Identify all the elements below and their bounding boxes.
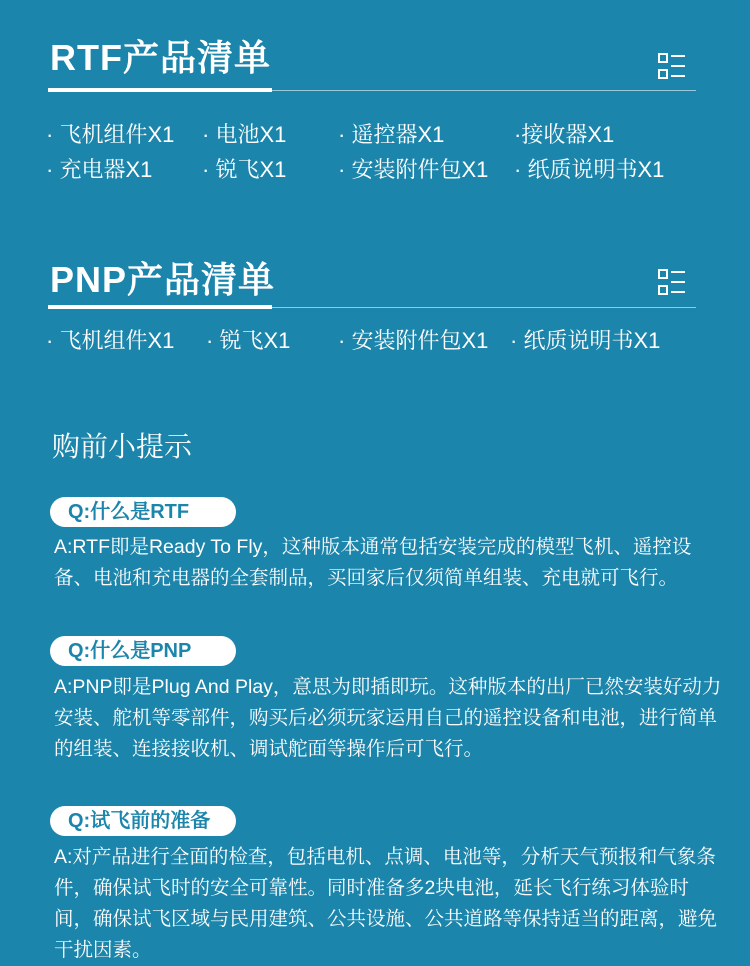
answer-text: A:PNP即是Plug And Play，意思为即插即玩。这种版本的出厂已然安装好动力安装、舵机等零部件，购买后必须玩家运用自己的遥控设备和电池，进行简单的组装、连接接收机、调试舵面等操作后可飞行。 <box>54 676 722 760</box>
rtf-item: · 飞机组件X1 <box>46 122 175 147</box>
pnp-section-title: PNP产品清单 <box>50 259 276 300</box>
rtf-item: · 电池X1 <box>202 122 287 147</box>
rtf-item: · 锐飞X1 <box>202 157 287 182</box>
rtf-item: · 安装附件包X1 <box>338 157 489 182</box>
rtf-divider-accent <box>48 88 272 92</box>
question-badge: Q:什么是PNP <box>50 636 236 666</box>
list-menu-icon[interactable] <box>658 53 686 81</box>
pnp-item: · 锐飞X1 <box>206 328 291 353</box>
pnp-item: · 安装附件包X1 <box>338 328 489 353</box>
answer-text: A:对产品进行全面的检查，包括电机、点调、电池等，分析天气预报和气象条件，确保试飞时的安全可靠性。同时准备多2块电池，延长飞行练习体验时间，确保试飞区域与民用建筑、公共设施、公共道路等保持适当的距离，避免干扰因素。 <box>54 846 718 961</box>
rtf-item: · 遥控器X1 <box>338 122 445 147</box>
question-badge: Q:试飞前的准备 <box>50 806 236 836</box>
rtf-item: · 纸质说明书X1 <box>514 157 665 182</box>
rtf-section-title: RTF产品清单 <box>50 37 271 78</box>
question-badge: Q:什么是RTF <box>50 497 236 527</box>
pnp-item: · 飞机组件X1 <box>46 328 175 353</box>
pnp-item: · 纸质说明书X1 <box>510 328 661 353</box>
answer-text: A:RTF即是Ready To Fly，这种版本通常包括安装完成的模型飞机、遥控设备、电池和充电器的全套制品，买回家后仅须简单组装、充电就可飞行。 <box>54 536 692 589</box>
rtf-item: · 充电器X1 <box>46 157 153 182</box>
list-menu-icon[interactable] <box>658 269 686 297</box>
pnp-divider-accent <box>48 305 272 309</box>
rtf-item: ·接收器X1 <box>514 122 615 147</box>
tips-heading: 购前小提示 <box>52 431 193 462</box>
